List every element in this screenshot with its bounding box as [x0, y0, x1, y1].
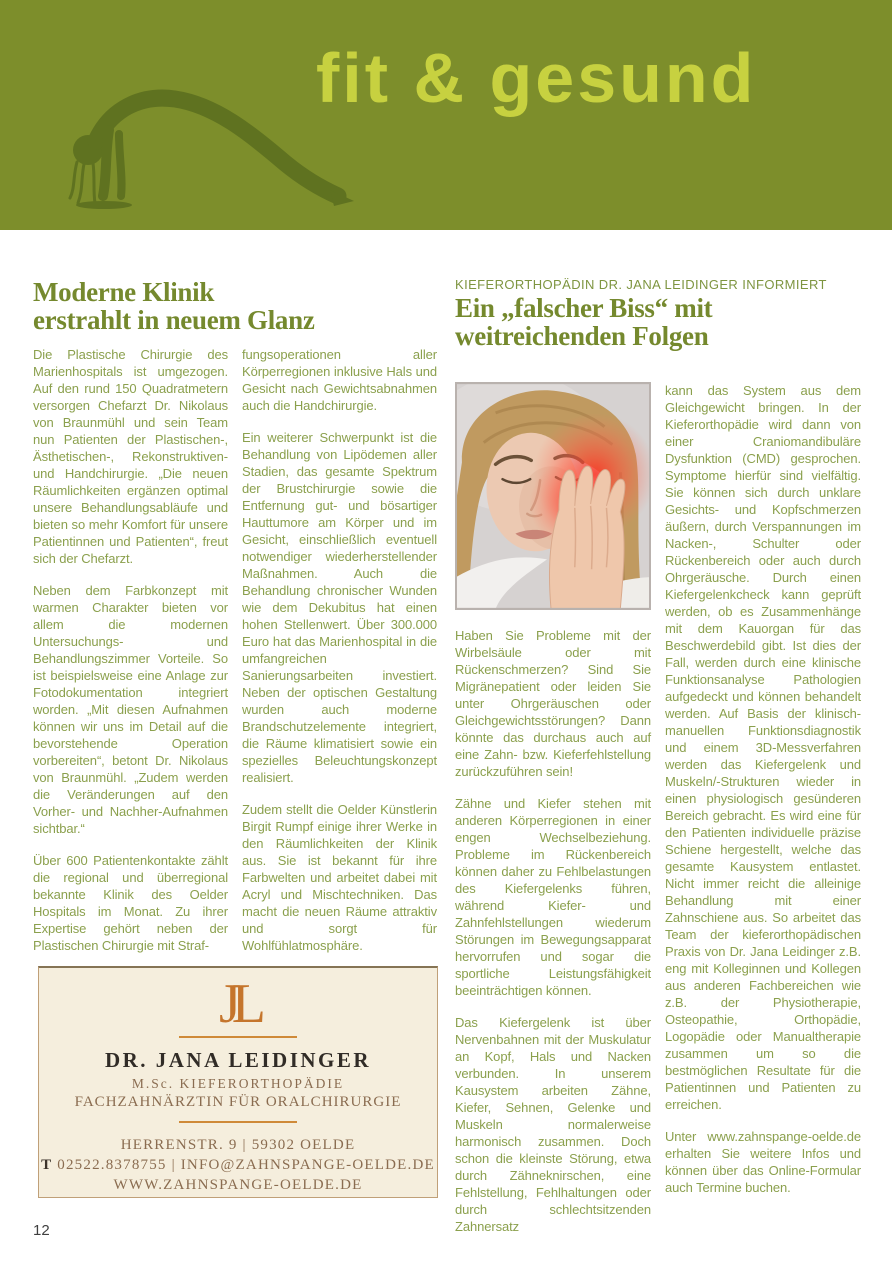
header-band — [0, 0, 892, 230]
right-article-title-line1: Ein „falscher Biss“ mit — [455, 293, 713, 323]
paragraph: Ein weiterer Schwerpunkt ist die Behandlung von Lipödemen aller Stadien, das gesamte Spektrum der Brustchirurgie sowie die Entfernung gut- und bösartiger Hauttumore am Körper und im Gesicht, einschließlich eventuell notwendiger wiederherstellender Maßnahmen. Auch die Behandlung chronischer Wunden wie dem Dekubitus hat einen hohen Stellenwert. Über 300.000 Euro hat das Marienhospital in die umfangreichen Sanierungsarbeiten investiert. Neben der optischen Gestaltung wurden auch moderne Brandschutzelemente integriert, die Räume klimatisiert sowie ein spezielles Beleuchtungskonzept realisiert. — [242, 430, 437, 785]
paragraph: Zähne und Kiefer stehen mit anderen Körperregionen in einer engen Wechselbeziehung. Probleme im Rückenbereich können daher zu Fehlbelastungen des Kiefergelenks führen, während Kiefer- und Zahnfehlstellungen wiederum Störungen im Bewegungsapparat hervorrufen und sogar die sportliche Leistungsfähigkeit beeinträchtigen können. — [455, 796, 651, 998]
left-article-title-line1: Moderne Klinik — [33, 277, 215, 307]
right-article-title — [455, 294, 712, 350]
ad-doctor-name: DR. JANA LEIDINGER — [104, 1048, 372, 1072]
right-article-column-1 — [455, 382, 651, 1250]
ad-degree: M.Sc. KIEFERORTHOPÄDIE — [131, 1076, 345, 1091]
paragraph: Über 600 Patientenkontakte zählt die regional und überregional bekannte Klinik des Oelder Hospitals im Monat. Zu ihrer Expertise gehört neben der Plastischen Chirurgie mit Straf- — [33, 853, 228, 953]
advertisement-card — [38, 966, 438, 1198]
left-article-body — [33, 346, 437, 969]
right-article-body — [455, 382, 861, 1250]
ad-specialty: FACHZAHNÄRZTIN FÜR ORALCHIRURGIE — [74, 1094, 402, 1110]
jaw-pain-photo — [455, 382, 651, 610]
ad-phone-line — [39, 1155, 437, 1175]
right-article-kicker: KIEFERORTHOPÄDIN DR. JANA LEIDINGER INFORMIERT — [455, 277, 827, 292]
paragraph: Haben Sie Probleme mit der Wirbelsäule oder mit Rückenschmerzen? Sind Sie Migränepatient oder leiden Sie unter Ohrgeräuschen oder Gleichgewichtsstörungen? Dann könnte das durchaus auch auf eine Zahn- bzw. Kieferfehlstellung zurückzuführen sein! — [455, 628, 651, 779]
left-article-title — [33, 278, 315, 334]
section-title: fit & gesund — [316, 39, 757, 117]
paragraph: Zudem stellt die Oelder Künstlerin Birgit Rumpf einige ihrer Werke in den Räumlichkeiten der Klinik aus. Sie ist bekannt für ihre Farbwelten und arbeitet dabei mit Acryl und Mischtechniken. Das macht die neuen Räume attraktiv und sorgt für Wohlfühlatmosphäre. — [242, 802, 437, 953]
ad-divider — [179, 1036, 297, 1038]
ad-phone-label: T — [41, 1157, 53, 1173]
paragraph: fungsoperationen aller Körperregionen inklusive Hals und Gesicht nach Gewichtsabnahmen auch die Handchirurgie. — [242, 347, 437, 413]
ad-monogram-logo: JL — [218, 973, 258, 1035]
right-article-title-line2: weitreichenden Folgen — [455, 321, 709, 351]
ad-divider — [179, 1121, 297, 1123]
paragraph: Neben dem Farbkonzept mit warmen Charakter bieten vor allem die modernen Untersuchungs- und Behandlungszimmer Vorteile. So ist beispielsweise eine Anlage zur Fotodokumentation integriert worden. „Mit diesen Aufnahmen können wir uns im Detail auf die bevorstehende Operation vorbereiten“, betont Dr. Nikolaus von Braunmühl. „Zudem werden die Veränderungen auf den Vorher- und Nachher-Aufnahmen sichtbar.“ — [33, 583, 228, 836]
right-article-column-2 — [665, 382, 861, 1250]
paragraph: Das Kiefergelenk ist über Nervenbahnen mit der Muskulatur an Kopf, Hals und Nacken verbunden. In unserem Kausystem arbeiten Zähne, Kiefer, Sehnen, Gelenke und Muskeln normalerweise harmonisch zusammen. Doch schon die kleinste Störung, etwa durch Zähneknirschen, eine Fehlstellung, Fehlhaltungen oder durch schlechtsitzenden Zahnersatz — [455, 1015, 651, 1234]
left-article-column-2 — [242, 346, 437, 969]
paragraph: Die Plastische Chirurgie des Marienhospitals ist umgezogen. Auf den rund 150 Quadratmetern versorgen Chefarzt Dr. Nikolaus von Braunmühl und sein Team nun Patienten der Plastischen-, Ästhetischen-, Rekonstruktiven- und Handchirurgie. „Die neuen Räumlichkeiten ergänzen optimal unsere Behandlungsabläufe und bieten so mehr Komfort für unsere Patientinnen und Patienten“, freut sich der Chefarzt. — [33, 347, 228, 566]
left-article-column-1 — [33, 346, 228, 969]
page-number: 12 — [33, 1222, 50, 1239]
ad-address-line: HERRENSTR. 9 | 59302 OELDE — [120, 1137, 356, 1153]
ad-phone-and-email: 02522.8378755 | INFO@ZAHNSPANGE-OELDE.DE — [57, 1157, 435, 1173]
left-article-title-line2: erstrahlt in neuem Glanz — [33, 305, 315, 335]
paragraph: kann das System aus dem Gleichgewicht bringen. In der Kieferorthopädie wird dann von einer Craniomandibuläre Dysfunktion (CMD) gesprochen. Symptome hierfür sind vielfältig. Sie können sich durch unklare Gesichts- und Kopfschmerzen äußern, durch Verspannungen im Nacken-, Schulter oder Rückenbereich oder auch durch Ohrgeräusche. Durch einen Kiefergelenkcheck kann geprüft werden, ob es Zusammenhänge mit dem Kauorgan für das Beschwerdebild gibt. Ist dies der Fall, werden durch eine klinische Funktionsanalyse Pathologien aufgedeckt und können behandelt werden. Auf Basis der klinisch-manuellen Funktionsdiagnostik und einem 3D-Messverfahren werden das Kiefergelenk und Muskeln/-Strukturen wieder in einen physiologisch gesünderen Bereich gebracht. Es wird eine für den Patienten individuelle präzise Schiene hergestellt, welche das gesamte Kausystem entlastet. Nicht immer reicht die alleinige Behandlung mit einer Zahnschiene aus. So arbeitet das Team der kieferorthopädischen Praxis von Dr. Jana Leidinger z.B. eng mit Kolleginnen und Kollegen aus anderen Fachbereichen wie z.B. der Physiotherapie, Osteopathie, Orthopädie, Logopädie oder Manualtherapie zusammen um so die bestmöglichen Resultate für die Patientinnen und Patienten zu erreichen. — [665, 383, 861, 1112]
ad-website-line: WWW.ZAHNSPANGE-OELDE.DE — [113, 1177, 363, 1193]
paragraph: Unter www.zahnspange-oelde.de erhalten Sie weitere Infos und können über das Online-Formular auch Termine buchen. — [665, 1129, 861, 1195]
